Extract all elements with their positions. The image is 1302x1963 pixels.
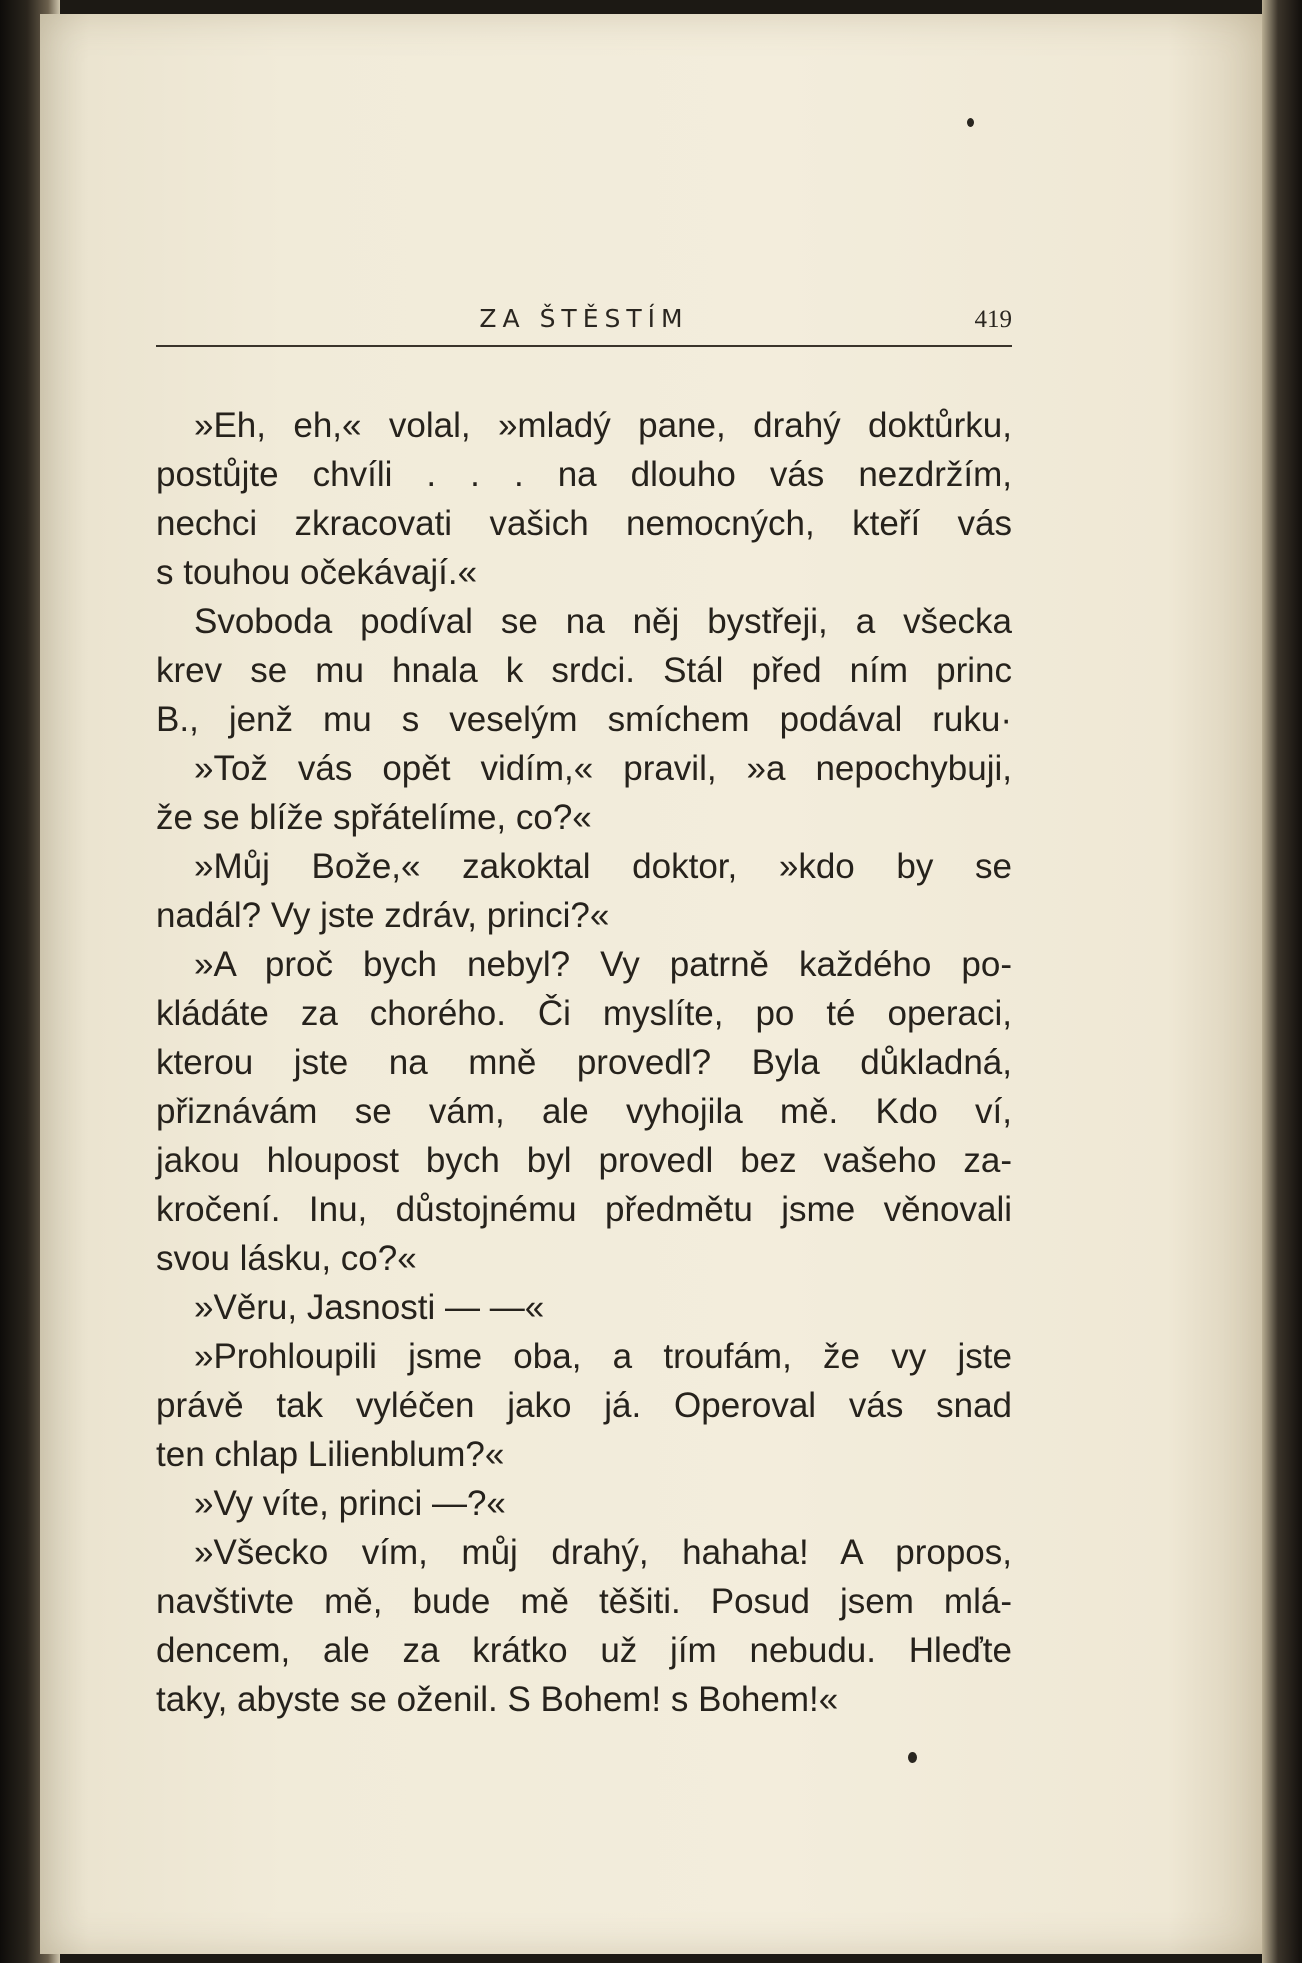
ink-speck [967, 118, 974, 127]
text-line: navštivte mě, bude mě těšiti. Posud jsem mlá- [156, 1582, 1012, 1621]
text-line: s touhou očekávají.« [156, 553, 478, 592]
body-text [156, 401, 1012, 1724]
text-line: »Vy víte, princi —?« [194, 1484, 506, 1523]
text-line: postůjte chvíli . . . na dlouho vás nezdržím, [156, 455, 1012, 494]
ink-speck [908, 1752, 917, 1763]
page-number: 419 [974, 306, 1012, 333]
running-header [156, 300, 1012, 344]
text-line: dencem, ale za krátko už jím nebudu. Hleďte [156, 1631, 1012, 1670]
text-line: svou lásku, co?« [156, 1239, 417, 1278]
text-line: kterou jste na mně provedl? Byla důkladná, [156, 1043, 1012, 1082]
page-edge-shadow [1262, 0, 1302, 1963]
text-line: přiznávám se vám, ale vyhojila mě. Kdo ví, [156, 1092, 1012, 1131]
text-line: ten chlap Lilienblum?« [156, 1435, 505, 1474]
text-line: »Můj Bože,« zakoktal doktor, »kdo by se [194, 847, 1012, 886]
header-rule [156, 345, 1012, 347]
text-line: kročení. Inu, důstojnému předmětu jsme věnovali [156, 1190, 1012, 1229]
running-title: ZA ŠTĚSTÍM [479, 304, 689, 333]
text-line: »Eh, eh,« volal, »mladý pane, drahý doktůrku, [194, 406, 1012, 445]
text-line: »Všecko vím, můj drahý, hahaha! A propos, [194, 1533, 1012, 1572]
text-line: nechci zkracovati vašich nemocných, kteří vás [156, 504, 1012, 543]
text-line: »Věru, Jasnosti — —« [194, 1288, 545, 1327]
text-line: »Tož vás opět vidím,« pravil, »a nepochybuji, [194, 749, 1012, 788]
text-line: kládáte za chorého. Či myslíte, po té operaci, [156, 994, 1012, 1033]
text-line: »A proč bych nebyl? Vy patrně každého po- [194, 945, 1012, 984]
text-line: Svoboda podíval se na něj bystřeji, a všecka [194, 602, 1012, 641]
text-line: nadál? Vy jste zdráv, princi?« [156, 896, 610, 935]
text-line: taky, abyste se oženil. S Bohem! s Bohem!« [156, 1680, 839, 1719]
text-line: jakou hloupost bych byl provedl bez vašeho za- [156, 1141, 1012, 1180]
text-line: že se blíže spřátelíme, co?« [156, 798, 592, 837]
text-line: »Prohloupili jsme oba, a troufám, že vy jste [194, 1337, 1012, 1376]
text-line: krev se mu hnala k srdci. Stál před ním princ [156, 651, 1012, 690]
text-line: právě tak vyléčen jako já. Operoval vás snad [156, 1386, 1012, 1425]
text-line: B., jenž mu s veselým smíchem podával ruku· [156, 700, 1012, 739]
